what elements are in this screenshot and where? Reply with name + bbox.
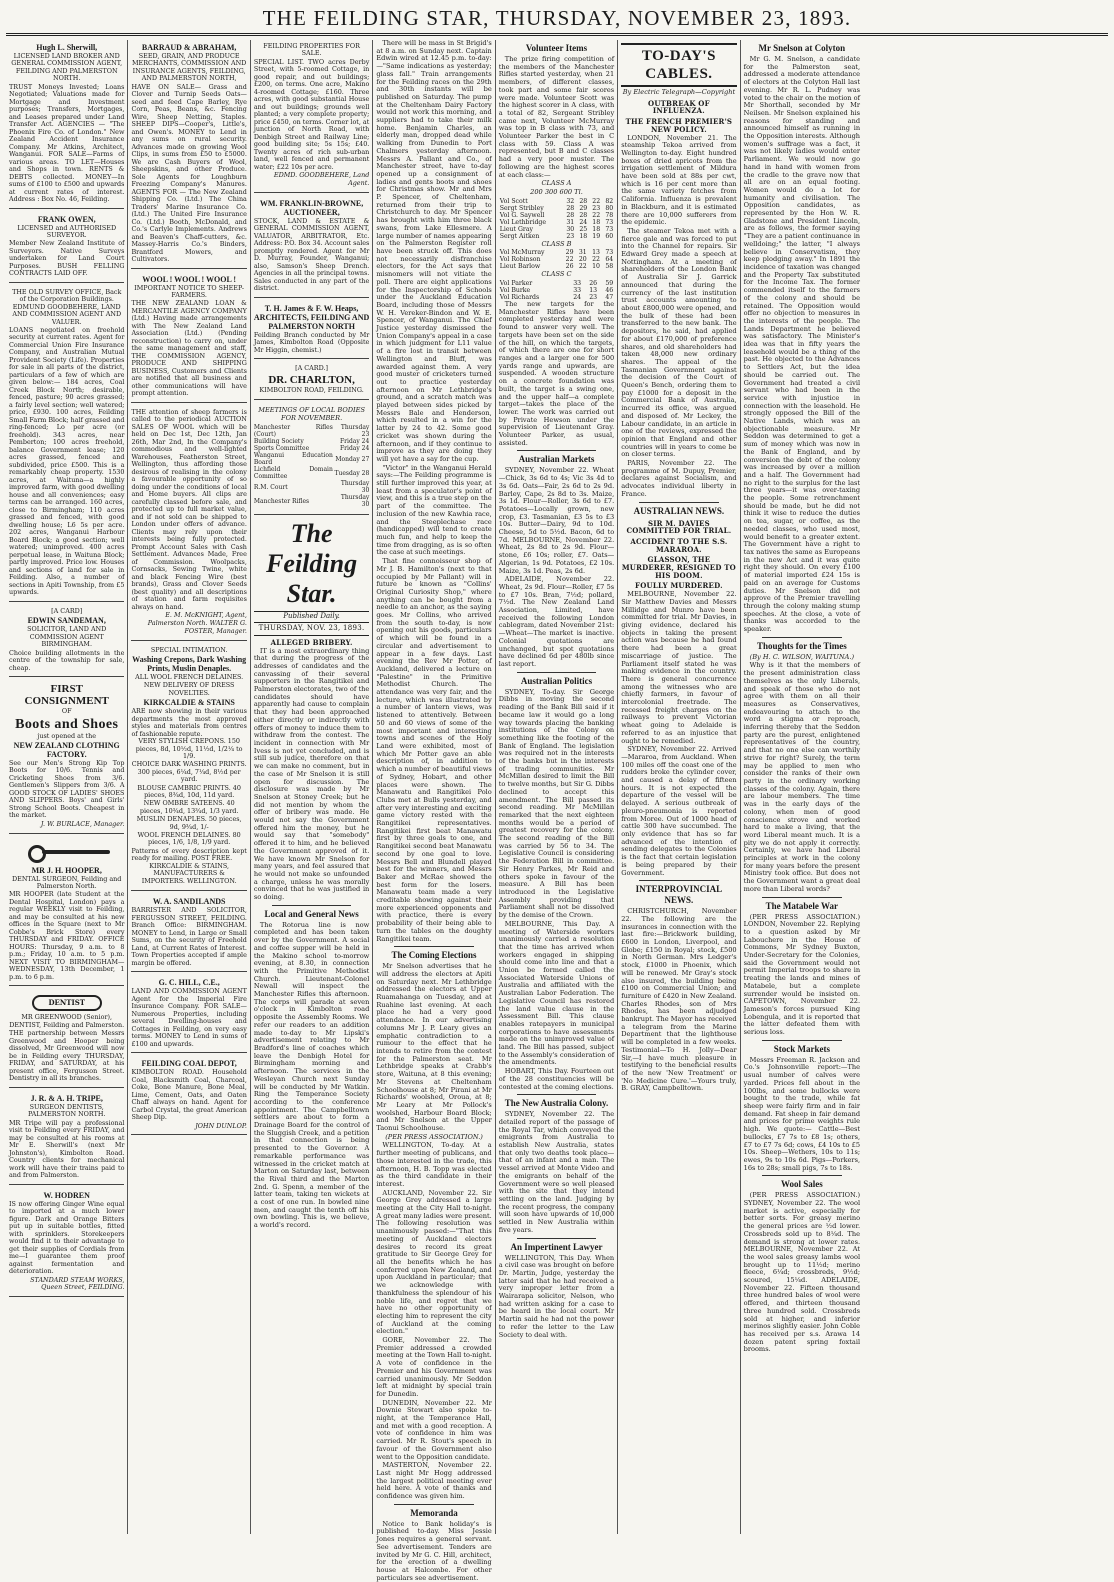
premier-heading: THE FRENCH PREMIER'S NEW POLICY. [625, 117, 733, 134]
tripe-ad [9, 1091, 124, 1185]
row-value: 28 [566, 204, 575, 212]
row-value: Friday 24 [340, 445, 370, 453]
row-value: 13 [592, 249, 600, 257]
politics-heading: Australian Politics [520, 675, 593, 686]
masthead-rule [6, 33, 1108, 36]
sandeman-ad [9, 605, 124, 677]
row-value: 80 [605, 204, 614, 212]
cables-heading: TO-DAY'S CABLES. [621, 43, 736, 87]
row-label: Vol Parker [499, 280, 533, 288]
meeting-row [254, 438, 369, 445]
kirkcaldie-body: ARE now showing in their various departments the most approved styles and materials from centres of fashionable repute. [131, 707, 247, 738]
owen-body: Member New Zealand Institute of Surveyors. Native Surveys undertaken for Land Court Purposes. BUSH FELLING CONTRACTS LAID OFF. [9, 239, 125, 278]
divider [762, 637, 842, 638]
hill-heading: G. C. HILL, C.E., [158, 978, 220, 988]
hobart-item: HOBART, This Day. Fourteen out of the 28 constituencies will be contested at the coming elections. [498, 1067, 615, 1091]
published-daily: Published Daily. [254, 611, 369, 623]
class-a-scores [499, 198, 614, 240]
score-row [499, 263, 614, 270]
score-row [499, 280, 614, 287]
row-value: 18 [579, 232, 588, 240]
snelson-heading: Mr Snelson at Colyton [758, 43, 846, 53]
australian-news-heading: AUSTRALIAN NEWS. [633, 505, 725, 516]
sateens-line: NEW OMBRE SATEENS. 40 pieces, 10¾d, 13¾d, 1/3 yard. [139, 799, 239, 815]
coal-signature: JOHN DUNLOP. [195, 1121, 247, 1130]
collins-item: That fine connoisseur shop of Mr J. B. Hamilton's (next to that occupied by Mr Pallant) will in future be known as "Collins' Original Curiosity Shop," where anything can be bought from a needle to an anchor, as the saying goes. Mr Collins, who arrived from the south to-day, is now opening out his goods, particulars of which will be found in a circular and advertisement to appear in a few days. Last evening the Rev Mr Potter, of Auckland, delivered a lecture on "Palestine" in the Primitive Methodist Church. The attendance was very fair, and the lecture, which was illustrated by a number of lantern views, was listened to attentively. Between 50 and 60 views of some of the most important and interesting towns and scenes of the Holy Land were exhibited, most of which Mr Potter gave an able description of, in addition to which a number of beautiful views of Sydney, Hobart, and other places were shown. The Manawatu and Rangitikei Polo Clubs met at Bulls yesterday, and after very interesting and exciting game victory rested with the Rangitikei representatives. Rangitikei first beat Manawatu first by three goals to one, and Rangitikei second beat Manawatu second by one goal to love. Messrs Bell and Blundell played best for the winners, and Messrs Baker and McRae showed the best form for the losers. Manawatu team made a very creditable showing against their more experienced opponents and with practice, there is every probability of their being able to turn the tables on the doughty Rangitikei team. [376, 557, 492, 943]
row-value: 82 [605, 197, 614, 205]
boots-body: See our Men's Strong Kip Top Boots for 10/6. Tennis and Cricketing Shoes from 3/6. Gentlemen's Slippers from 3/6. A GOOD STOCK OF LADIES' SHOES AND SLIPPERS. Boys' and Girls' Strong School Boots. Cheapest in the market. [9, 758, 125, 820]
meeting-row [254, 445, 369, 452]
row-label: Wanganui Education Board [253, 452, 333, 467]
row-label: Lieut Barlow [499, 263, 541, 271]
row-value: 73 [605, 218, 614, 226]
wellington-item: WELLINGTON, To-day. At a further meeting of publicans, and those interested in the trade, this afternoon, H. B. Topp was elected as the third candidate in their interest. [376, 1141, 492, 1188]
row-value: 58 [605, 263, 614, 271]
sherwill-subheading: LICENSED LAND BROKER AND GENERAL COMMISSION AGENT, FEILDING AND PALMERSTON NORTH. [11, 52, 123, 83]
newspaper-page [6, 39, 1108, 1582]
sandeman-body: Choice building allotments in the centre of the township for sale, cheap. [9, 648, 125, 672]
accident-heading: ACCIDENT TO THE S.S. MARAROA. [630, 536, 728, 554]
stock-heading: Stock Markets [773, 1043, 830, 1054]
row-value: 29 [565, 249, 574, 257]
bribery-heading: ALLEGED BRIBERY. [270, 637, 353, 647]
row-value: 22 [592, 211, 601, 219]
row-value: 31 [578, 249, 587, 257]
row-label: Vol Lethbridge [499, 218, 547, 226]
column-4 [373, 39, 495, 1582]
meeting-row [254, 494, 369, 508]
colony-heading: The New Australia Colony. [504, 1098, 609, 1109]
boots-factory: NEW ZEALAND CLOTHING FACTORY. [13, 740, 120, 759]
dunedin-item: DUNEDIN, November 22. Mr Downie Stewart also spoke to-night, at the Temperance Hall, and met with a good reception. A vote of confidence in him was carried. Mr R. Stout's speech in favour of the Government also went to the Opposition candidate. [376, 1398, 492, 1461]
barraud-ad [131, 40, 246, 269]
markets-heading: Australian Markets [518, 454, 595, 465]
murdered-heading: FOULLY MURDERED. [635, 581, 723, 591]
score-row [499, 233, 614, 240]
kirkcaldie-heading: KIRKCALDIE & STAINS [143, 698, 235, 708]
row-value: 47 [605, 294, 614, 302]
divider [639, 502, 718, 503]
local-news-body: The Rotorua line is now completed and has been taken over by the Government. A social and coffee supper will be held in the Makino school to-morrow evening, at 8.30, in connection with the Primitive Methodist Church. Lieutenant-Colonel Newall will inspect the Manchester Rifles this afternoon. The corps will parade at seven o'clock in Kimbolton road opposite the Assembly Rooms. We refer our readers to an addition made to-day to Mr Lipski's advertisement relating to Mr Bradford's line of coaches which leave the Denbigh Hotel for Birmingham morning and afternoon. The services in the Wesleyan Church next Sunday will be conducted by Mr Watkin. Ring the Temperance Society according to the conference appointment. The Campbelltown settlers are about to form a Drainage Board for the control of the Sluggish Creek, and a petition in that connection is being presented to the Governor. A remarkable performance was witnessed in the cricket match at Marton on Saturday last, between the Rival third and the Marton 2nd. G. Spenn, a member of the latter team, taking ten wickets at a cost of one run. In bowled nine men, and caught the tenth off his own bowling. This is, we believe, a world's record. [253, 920, 370, 1230]
goodbehere-ad [9, 286, 124, 602]
row-value: 31 [566, 218, 575, 226]
markets-body: SYDNEY, November 22. Wheat—Chick, 3s 6d to 4s; Vic 3s 4d to 3s 6d. Oats—Fair, 2s 6d to 2s 9d. Barley, Cape, 2s 8d to 3s. Maize, 3s 1d. Flour—Roller, 3s 6d to £7. Potatoes—Locally grown, new crop, £3. Tasmanian, £3 5s to £3 10s. Butter—Dairy, 9d to 10d. Cheese, 5d to 5½d. Bacon, 6d to 7d. MELBOURNE, November 22. Wheat, 2s 8d to 2s 9d. Flour—stone, £6 10s; roller, £7. Oats—Algerian, 1s 9d. Potatoes, £2 10s. Maize, 3s 1d. Peas, 2s 6d. [498, 466, 615, 575]
heaps-body: Feilding Branch conducted by Mr James, Kimbolton Road (Opposite Mr Higgin, chemist.) [253, 330, 370, 354]
coal-body: KIMBOLTON ROAD. Household Coal, Blacksmith Coal, Charcoal, Coke, Bone Manure, Bone Meal, Lime, Cement, Oats, and Oaten Chaff always on hand. Agent for Carbol Crystal, the great American Sheep Dip. [131, 1068, 247, 1122]
row-label: Sports Committee [253, 445, 310, 453]
row-value: 32 [566, 197, 575, 205]
row-value: 22 [592, 256, 600, 264]
row-value: 22 [565, 256, 574, 264]
row-value: 18 [592, 225, 601, 233]
sheep-farmers-ad [131, 406, 246, 641]
row-value: 30 [566, 225, 575, 233]
row-value: 18 [592, 218, 601, 226]
class-a-columns: 200 300 600 Tl. [530, 187, 583, 196]
row-label: Manchester Rifles (Court) [253, 424, 333, 439]
sandeman-subheading: SOLICITOR, LAND AND COMMISSION AGENT BIRMINGHAM. [27, 625, 107, 649]
muslin-line: MUSLIN DENAPLES. 50 pieces, 9d, 9¾d, 1/- [136, 815, 242, 831]
row-value: 28 [566, 211, 575, 219]
score-row [499, 212, 614, 219]
row-value: 64 [605, 256, 614, 264]
row-value: 46 [605, 287, 614, 295]
score-row [499, 219, 614, 226]
goodbehere-heading: THE OLD SURVEY OFFICE, Back of the Corporation Buildings. EDMUND GOODBEHERE, LAND AND COMMISSION AGENT AND VALUER. [12, 287, 122, 326]
row-value: 60 [605, 232, 614, 240]
row-label: Vol Richards [499, 294, 540, 302]
class-a-heading: CLASS A [541, 179, 572, 188]
row-value: Monday 27 [335, 455, 370, 463]
hooper-body: MR HOOPER (late Student at the Dental Hospital, London) pays a regular WEEKLY visit to Feilding, and may be consulted at his new offices in the Square (next to Mr Cobbe's Brick Store) every THURSDAY and FRIDAY. OFFICE HOURS: Thursday, 9 a.m. to 8 p.m.; Friday, 10 a.m. to 5 p.m. NEXT VISIT TO BIRMINGHAM— WEDNESDAY, 13th December, 1 p.m. to 6 p.m. [9, 890, 125, 981]
sydney-news: SYDNEY, November 22. Arrived—Mararoa, from Auckland. When 100 miles off the coast one of the rudders broke the cylinder cover, and caused a delay of fifteen hours. It is not expected the departure of the vessel will be delayed. A serious outbreak of pleuro-pneumonia is reported from Moree. Out of 1000 head of cattle 300 have succumbed. The only evidence that has so far advanced of the intention of sending delegates to the Colonies is the fact that certain legislation is being prepared by their Government. [621, 745, 737, 877]
column-1 [6, 40, 128, 1534]
volunteer-heading: Volunteer Items [525, 43, 588, 53]
column-2 [128, 40, 250, 1534]
row-label: Sergt Stribley [499, 204, 544, 212]
browne-ad [254, 196, 369, 298]
consignment-heading: FIRST CONSIGNMENT [24, 683, 109, 708]
column-7 [741, 40, 863, 1534]
charlton-heading: DR. CHARLTON, [268, 373, 355, 386]
row-value: 23 [592, 204, 601, 212]
interprovincial-heading: INTERPROVINCIAL NEWS. [635, 884, 723, 906]
row-label: Vol Robinson [499, 256, 541, 264]
lawyer-heading: An Impertinent Lawyer [510, 1241, 603, 1252]
hooper-ad [9, 837, 124, 987]
bribery-body: IT is a most extraordinary thing that during the progress of the addresses of candidates and the canvassing of their several supporters in the Rangitikei and Palmerston electorates, two of the candidates should have apparently had cause to complain that they had been approached either directly or indirectly with offers of money to induce them to withdraw from the contest. The incident in connection with Mr Ivess is not yet concluded, and is still sub judice, therefore on that we can make no comment, but in the case of Mr Snelson it is still open for discussion. The disclosure was made by Mr Snelson at Stoney Creek; but he did not mention by whom the offer of bribery was made. He would not say the Government offered him the money, but he would say that "somebody" offered it to him, and he believed the Government approved of it. We have known Mr Snelson for many years, and feel assured that he would not make so unfounded a charge, unless he was morally convinced that he was justified in so doing. [253, 646, 370, 902]
influenza-heading: OUTBREAK OF INFLUENZA. [648, 98, 710, 116]
class-b-heading: CLASS B [541, 239, 572, 248]
davies-heading: SIR M. DAVIES COMMITTED FOR TRIAL. [626, 518, 732, 536]
row-label: Vol Scott [499, 197, 528, 205]
greenwood-body: THE partnership between Messrs Greenwood and Hooper being dissolved, Mr Greenwood will now be in Feilding every THURSDAY, FRIDAY, and SATURDAY, at his present office, Fergusson Street. Dentistry in all its branches. [9, 1029, 125, 1083]
wool-sales-body: (PER PRESS ASSOCIATION.) SYDNEY, November 22. The wool market is active, especially for better sorts. For greasy merino the general prices are ½d lower. Crossbreds sold up to 8¼d. The demand is strong at lower rates. MELBOURNE, November 22. At the wool sales greasy lambs wool brought up to 11½d; merino fleece, 6¼d; crossbreds, 9½d; scoured, 15¼d. ADELAIDE, November 22. Fifteen thousand three hundred bales of wool were offered, and thirteen thousand three hundred sold. Crossbreds sold at higher, and inferior merinos slightly easier. John Coble has received per s.s. Arawa 14 dozen patent spring foxtail brooms. [743, 1191, 861, 1354]
divider [394, 946, 473, 947]
wool-notice-ad [131, 272, 246, 403]
meeting-row [254, 466, 369, 480]
sheep-body: THE attention of sheep farmers is called to the periodical AUCTION SALES OF WOOL which will be held on Dec 1st, Dec 12th, Jan 26th, Mar 2nd, In the Company's commodious and well-lighted Warehouses, Featherston Street, Wellington, thus affording those desirous of realising in the colony a favourable opportunity of so doing under the conditions of local and Home buyers. All clips are carefully classed before sale, and protected up to full market value, and if not sold can be shipped to London under offers of advance. Clients may rely upon their interests being fully protected. Prompt Account Sales with Cash Settlement. Advances Made, Free of Commission. Woolpacks, Cornsacks, Sewing Twine, white and black Fencing Wire (best brands), Grass and Clover Seeds (best quality) and all descriptions of station and farm requisites always on hand. [131, 407, 247, 611]
new-delivery-heading: NEW DELIVERY OF DRESS NOVELTIES. [143, 681, 235, 697]
wool-body: THE NEW ZEALAND LOAN & MERCANTILE AGENCY COMPANY (Ltd.) Having made arrangements with The New Zealand Land Association (Ltd.) (Pending reconstruction) to carry on, under the same management and staff, THE COMMISSION AGENCY, PRODUCE AND SHIPPING BUSINESS, Customers and Clients are notified that all business and other communications will have prompt attention. [131, 299, 247, 398]
london-cable-2: The steamer Tekoa met with a fierce gale and was forced to put into the Channel for repairs. Sir Edward Grey made a speech at Nottingham. At a meeting of shareholders of the London Bank of Australia Sir J. Garrick announced that during the currency of the last institution trust accounts amounting to about £800,000 were opened, and the bulk of these had been transferred to the new bank. The depositors, he said, had applied for about £170,000 of preference shares, and old shareholders had taken 48,000 new ordinary shares. The appeal of the Tasmanian Government against the decision of the Court of Queen's Bench, ordering them to pay £1000 for a deposit in the Commercial Bank of Australia, incurred its office, was argued and disposed of. Mr Leckey, the Labour candidate, in an article in one of the reviews, expressed the opinion that England and other countries will in years to come be on closer terms. [621, 226, 737, 459]
divider [762, 897, 842, 898]
stock-body: Messrs Freeman R. Jackson and Co.'s Johnsonville report:—The usual number of calves were yarded. Prices fell about in the 100lbs, and some bullocks were bought to the trade, while fat sheep were fairly firm and in fair demand. Fat sheep in fair demand and prices for prime weights rule high. We quote:— Cattle—Best bullocks, £7 7s to £8 1s; others, £7 to £7 7s 6d; cows, £4 10s to £5 10s. Sheep—Wethers, 10s to 11s; ewes, 9s to 10s 6d. Pigs—Porkers, 16s to 28s; small pigs, 7s to 18s. [743, 1055, 861, 1172]
row-value: 28 [579, 211, 588, 219]
divider [272, 905, 351, 906]
elections-body: Mr Snelson advertises that he will address the electors at Apiti on Saturday next. Mr Lethbridge addressed the electors at Upper Ruamahanga on Tuesday, and at Ruahine last evening. At each place he had a very good attendance. In our advertising columns Mr J. P. Leary gives an emphatic contradiction to a rumour to the effect that he intends to retire from the contest for the Palmerston seat. Mr Lethbridge speaks at Crabb's store, Waituna, at 8 this evening; Mr Stevens at Cheltenham Schoolhouse at 8; Mr Pirani at Mr Richards' woolshed, Oroua, at 8; Mr Leary at Mr Pollock's woolshed, Harbour Board Block; and Mr Snelson at the Upper Taonui Schoolhouse. [376, 962, 492, 1133]
row-value: 19 [592, 232, 601, 240]
sherwill-heading: Hugh L. Sherwill, [36, 43, 98, 52]
goodbehere-body: LOANS negotiated on freehold security at current rates. Agent for Commercial Union Fire Insurance Company, and Australian Mutual Provident Society (Life). Properties for sale in all parts of the district, particulars of a few of which are given below:— 184 acres, Coal Creek Block North; desirable, fenced, pasture; 90 acres grassed; a fairly level section; well watered; price, £930. 100 acres, Feilding Small Farm Block; half grassed and ring-fenced; Lo per acre (or freehold). 343 acres, near Pemberton; 100 acres freehold, balance Government lease; 120 acres grassed, fenced and subdivided, price £500. This is a remarkably cheap property. 1530 acres, at Waituna—a highly improved farm, with good dwelling house and all conveniences; easy terms can be arranged. 160 acres, close to Birmingham; 110 acres grassed and fenced, with good dwelling house; L6 5s per acre. 202 acres, Wanganui Harbour Board Block; a good section; well watered; unimproved. 400 acres perpetual lease, in Waituna Block; partly improved. Price low. Houses and sections of land for sale in Feilding. Also, a number of sections in Apiti Township, from £5 upwards. [9, 325, 125, 597]
row-value: 26 [565, 263, 574, 271]
divider [394, 1504, 473, 1505]
row-value: 78 [605, 211, 614, 219]
row-value: 73 [605, 249, 614, 257]
row-value: 22 [578, 263, 587, 271]
local-news-continued: There will be mass in St Brigid's at 8 a.m. on Sunday next. Captain Edwin wired at 12.45 p.m. to-day:—"Same indications as yesterday; glass fall." Train arrangements for the Feilding races on the 29th and 30th instants will be published on Saturday. The pump at the Cheltenham Dairy Factory would not work this morning, and suppliers had to take their milk home. Benjamin Charles, an elderly man, dropped dead while walking from Dunedin to Port Chalmers yesterday afternoon. Messrs A. Pallant and Co., of Manchester street, have to-day opened up a consignment of ladies and gents boots and shoes for Christmas show. Mr and Mrs P. Spencer, of Cheltenham, returned from their trip to Christchurch to day. Mr Spencer has brought with him three black swans, from Lake Ellesmere. A large number of names appearing on the Palmerston Register roll have been struck off. This does not necessarily disfranchise electors, for the Act says that misnomers will not vitiate the poll. There are eight applications for the Inspectorship of Schools under the Auckland Education Board, including those of Messrs W. H. Vereker-Bindon and W. E. Spencer, of Wanganui. The Chief Justice yesterday dismissed the Union Company's appeal in a case in which judgment for L11 value of a fire lost in transit between Wellington and Bluff, was awarded against them. A very good muster of cricketers turned out to practice yesterday afternoon on Mr Lethbridge's ground, and a scratch match was played between sides picked by Messrs Bale and Henderson, which resulted in a win for the latter by 24 to 42. Some good cricket was shown during the afternoon, and if they continue to improve as they are doing they will yet have a say for the cup. [376, 39, 492, 463]
volunteer-body: The prize firing competition of the members of the Manchester Rifles started yesterday, when 21 members, of different classes, took part and some fair scores were made. Volunteer Scott was the highest scorer in A class, with a total of 82, Sergeant Stribley came next, Volunteer McMurray was top in B class with 73, and Volunteer Parker the best in C class with 59. Class A was represented, but B and C classes had a very poor muster. The following are the highest scores at each class:— [498, 55, 615, 179]
charlton-ad [254, 362, 369, 400]
elections-heading: The Coming Elections [391, 950, 477, 961]
interprovincial-body: CHRISTCHURCH, November 22. The following are the insurances in connection with the last fire:—Brickwork building, £600 in London, Liverpool, and Globe; £150 in Royal; stock, £500 in North German. Mrs Ledger's stock, £1000 in Phoenix, which will be renewed. Mr Gray's stock also insured, the building being £100 on Commercial Union; and furniture of £420 in New Zealand. Charles Rhodes, son of Mrs Rhodes, has been adjudged bankrupt. The Mayor has received a telegram from the Marine Department that the lighthouse will be completed in a few weeks. Testimonial—To H. Jolly—Dear Sir,—I have much pleasure in testifying to the beneficial results of the new 'New Treatment' or 'No Medicine Cure.'—Yours truly, B. GRAY, Campbelltown. [621, 907, 737, 1093]
row-value: 29 [579, 204, 588, 212]
hooper-subheading: DENTAL SURGEON, Feilding and Palmerston North. [12, 874, 122, 891]
row-value: Friday 24 [340, 438, 370, 446]
greenwood-heading: MR GREENWOOD (Senior), DENTIST, Feilding and Palmerston. [9, 1013, 125, 1029]
meetings-table [254, 403, 369, 515]
row-value: 23 [589, 294, 598, 302]
row-label: Vol G. Saywell [499, 211, 545, 219]
meetings-list [254, 424, 369, 508]
wool-heading: WOOL ! WOOL ! WOOL ! [142, 274, 237, 284]
sandeman-tag: [A CARD] [51, 606, 83, 615]
row-value: 23 [566, 232, 575, 240]
barraud-body: HAVE ON SALE— Grass and Clover and Turnip Seeds Oats—seed and feed Cape Barley, Rye Corn, Peas, Beans, &c. Fencing Wire, Sheep Netting, Staples. SHEEP DIPS—Cooper's, Little's, and Owen's. MONEY to Lend in any sums on rural security. Advances made on growing Wool Clips, in sums from £50 to £5000. We are Cash Buyers of Wool, Sheepskins, and other Produce. Sole Agents for Loughburn Freezing Company's Manures. AGENTS FOR — The New Zealand Shipping Co. (Ltd.) The China Traders' Marine Insurance Co. (Ltd.) The United Fire Insurance Co. (Ltd.) Booth, McDonald, and Co.'s Carlyle Implements. Andrews and Beaven's Chaff-cutters, &c. Massey-Harris Co.'s Binders, Brantford Mowers, and Cultivators. [131, 82, 247, 264]
row-value: 22 [592, 197, 601, 205]
row-label: Vol Burke [499, 287, 531, 295]
kirkcaldie-ad [131, 644, 246, 892]
wool-sales-heading: Wool Sales [780, 1179, 823, 1190]
issue-date: THURSDAY, NOV. 23, 1893. [254, 625, 369, 636]
melbourne-politics: MELBOURNE, This Day. A meeting of Waterside workers unanimously carried a resolution that the time has arrived when workers engaged in shipping should come into line and that a Union be formed called the Associated Waterside Unions of Australia and affiliated with the Australian Labor Federation. The Legislative Council has restored the land value clause in the Assessment Bill. This clause enables ratepayers in municipal corporations to have assessments made on the unimproved value of land. The Bill has passed, subject to the Assembly's consideration of the amendments. [498, 919, 615, 1067]
meeting-row [254, 424, 369, 438]
snelson-body: Mr G. M. Snelson, a candidate for the Palmerston seat, addressed a moderate attendance of electors at the Colyton Hall last evening. Mr R. L. Pudney was voted to the chair on the motion of Mr Shorthall, seconded by Mr Neilsen. Mr Snelson explained his reasons for standing and announced himself as running in the Opposition interests. Although women's suffrage was a fact, it was not likely ladies would enter Parliament. We would now go hand in hand with women from the cradle to the grave now that all are on an equal footing. Women would do a lot for humanity and civilisation. The Opposition candidates, as represented by the Hon W. R. Gladstone and President Lincoln, are as follows, the former saying "They are a patient continuance in welldoing;" the latter, "I always believe in Conservatism, they keep plodging away." In 1891 the incidence of taxation was changed and the Property Tax substituted for the Income Tax. The former commended itself to the farmers of the colony and should be retained. The Opposition would offer no objection to measures in the interests of the people. The Lands Department he believed was satisfactory. The Minister's idea was that in fifty years the leasehold would be a thing of the past. He objected to the Advances to Settlers Act, but the idea should be carried out. The Government had treated a civil servant who had been in the service with injustice in connection with the leasehold. He strongly opposed the Bill of the Native Lands, which was an objectionable measure. Mr Seddon was determined to get a sum of money which was now in the Bank of England, and by conversion the debt of the colony was increased by over a million and a half. The Government had no right to the surplus for the last three years—it was over-taxing the people. Some retrenchment should be made, but he did not think it wise to reduce the duties on tea, sugar, or coffee, as the needed classes, who used most, would benefit to a greater extent. The Government have a right to tax natives the same as Europeans in the new Act and it was quite right they should. On every £100 of material imported £24 15s is paid on an average for Customs duties. Mr Snelson did not approve of the Premier travelling through the colony making stump speeches. At the close, a vote of thanks was accorded to the speaker. [743, 55, 861, 634]
row-value: 13 [589, 287, 598, 295]
row-value: Thursday 30 [340, 480, 370, 495]
class-c-heading: CLASS C [541, 270, 572, 279]
hodren-signature: STANDARD STEAM WORKS, Queen Street, FEILDING. [30, 1275, 125, 1292]
row-value: 24 [573, 294, 582, 302]
row-value: 20 [578, 256, 587, 264]
sandilands-body: BARRISTER AND SOLICITOR, FERGUSSON STREET, FEILDING. Branch Office: BIRMINGHAM. MONEY to Lend, in Large or Small Sums, on the security of Freehold Land, at Current Rates of Interest. Town Properties accepted if ample margin be offered. [131, 906, 247, 967]
boots-signature: J. W. BURLACE, Manager. [40, 819, 125, 828]
class-c-scores [499, 280, 614, 301]
special-intimation: SPECIAL INTIMATION. [150, 645, 228, 654]
row-value: Thursday 30 [340, 494, 370, 509]
tripe-heading: J. R. & A. H. TRIPE, [30, 1093, 103, 1103]
row-label: Sergt Aitken [499, 232, 540, 240]
gun-illustration [22, 843, 112, 863]
score-row [499, 226, 614, 233]
thoughts-heading: Thoughts for the Times [756, 640, 847, 651]
row-value: Thursday 23 [340, 424, 370, 439]
sherwill-ad [9, 40, 124, 209]
victor-item: "Victor" in the Wanganui Herald says:—The Feilding programme is still further improved this year, at least from a speculator's point of view, and this is a true step on the part of the committee. The inclusion of the new Kawhia race, and the Steeplechase race (handicapped) will tend to create much fun, and help to keep the time from dragging, as is so often the case at such meetings. [376, 463, 492, 557]
row-label: Vol McMurray [499, 249, 545, 257]
row-value: 33 [573, 287, 582, 295]
cables-subheading: By Electric Telegraph—Copyright [622, 88, 736, 96]
row-value: 10 [592, 263, 600, 271]
row-value: 25 [579, 225, 588, 233]
boots-subheading: just opened at the [37, 731, 97, 740]
volunteer-targets: The new targets for the Manchester Rifles have been completed yesterday and were found to answer very well. The targets have been set on the side of the hill, on which the targets, of which there are one for short ranges and a larger one for 500 yards range and upwards, are suspended. A wooden structure on a concrete foundation was built, the target is a swing one, and the upper half—a complete target—takes the place of the lower. The work was carried out by Private Hewson under the supervision of Lieutenant Gray. Volunteer Parker, as usual, assisted. [498, 300, 615, 447]
crepons-line: VERY STYLISH CREPONS. 150 pieces, 8d, 10½d, 11½d, 1/2¼ to 1/9. [135, 737, 243, 760]
sandeman-heading: EDWIN SANDEMAN, [27, 616, 106, 626]
owen-ad [9, 212, 124, 283]
feilding-star-flag: The Feilding Star. [266, 519, 358, 609]
matabele-body: (PER PRESS ASSOCIATION.) LONDON, November 22. Replying to a question asked by Mr Labouchere in the House of Commons, Mr Sydney Buxton, Under-Secretary for the Colonies, said the Government would not permit Imperial troops to share in treating the lands and mines of Matabele, but a complete surrender would be insisted on. CAPETOWN, November 22. Jameson's forces pursued King Lobengula, and it is reported that the latter defeated them with serious loss. [743, 912, 861, 1037]
score-row [499, 287, 614, 294]
divider [762, 1175, 842, 1176]
hill-ad [131, 975, 246, 1053]
tripe-body: MR Tripe will pay a professional visit to Feilding every FRIDAY, and may be consulted at his rooms at Mr E. Sherwill's (next Mr Johnston's), Kimbolton Road. Country clients for mechanical work will have their trains paid to and from Palmerston. [9, 1118, 125, 1180]
row-value: 24 [579, 218, 588, 226]
row-value: 73 [605, 225, 614, 233]
delaines-line: WOOL FRENCH DELAINES. 80 pieces, 1/6, 1/8, 1/9 yard. [137, 831, 241, 847]
properties-ad [254, 40, 369, 193]
boots-heading: Boots and Shoes [15, 716, 119, 732]
heaps-heading: T. H. James & F. W. Heaps, ARCHITECTS, FEILDING AND PALMERSTON NORTH [253, 303, 370, 331]
meeting-row [254, 452, 369, 466]
score-row [499, 198, 614, 205]
auckland-item: AUCKLAND, November 22. Sir George Grey addressed a large meeting at the City Hall to-night. A great many ladies were present. The following resolution was unanimously passed:—"That this meeting of Auckland electors desires to record its great gratitude to Sir George Grey for all the benefits which he has conferred upon New Zealand, and upon Auckland in particular; that we acknowledge with thankfulness the splendour of his noble life, and regret that we have no other opportunity of electing him to represent the city of Auckland at the coming election." [376, 1188, 492, 1336]
barraud-heading: BARRAUD & ABRAHAM, [141, 43, 237, 52]
newspaper-title: THE FEILDING STAR, THURSDAY, NOVEMBER 23, 1893. [262, 6, 852, 30]
divider [517, 450, 596, 451]
press-association-tag: (PER PRESS ASSOCIATION.) [385, 1132, 483, 1141]
properties-heading: FEILDING PROPERTIES FOR SALE. [263, 42, 360, 58]
row-value: 59 [605, 280, 614, 288]
london-cable: LONDON, November 21. The steamship Tekoa arrived from Wellington to-day. Eight hundred boxes of dried apricots from the irrigation settlement of Mildura have been sold at 88s per cwt, which is 16 per cent more than the same variety fetches from California. Influenza is prevalent in Blackburn, and it is estimated there are 10,000 sufferers from the epidemic. [621, 133, 737, 227]
lawyer-body: WELLINGTON, This Day. When a civil case was brought on before Dr. Martin, Judge, yesterday the latter said that he had received a very improper letter from a Wairarapa solicitor, Nelson, who had written asking for a case to be heard in the local court. Mr Martin said he had not the power to refer the letter to the Law Society to deal with. [498, 1253, 615, 1339]
column-6 [618, 40, 740, 1534]
memoranda-body: Notice to Bank holiday's is published to-day. Miss Jessie Jones requires a general servant. See advertisement. Tenders are invited by Mr G. C. Hill, architect, for the erection of a dwelling house at Halcombe. For other particulars see advertisement. [376, 1519, 492, 1582]
heaps-ad [254, 301, 369, 360]
all-wool-heading: ALL WOOL FRENCH DELAINES. [135, 672, 244, 681]
paris-cable: PARIS, November 22. The programme of M. Dupuy, Premier, declares against Socialism, and advocates individual liberty in France. [621, 459, 737, 498]
cambric-line: BLOUSE CAMBRIC PRINTS. 40 pieces, 8¾d, 10d, 11d yard. [137, 783, 241, 800]
gore-item: GORE, November 22. The Premier addressed a crowded meeting at the Town Hall to-night. A vote of confidence in the Premier and his Government was carried unanimously. Mr Seddon left at midnight by special train for Dunedin. [376, 1336, 492, 1398]
row-label: R.M. Court [253, 483, 288, 491]
tripe-subheading: SURGEON DENTISTS, PALMERSTON NORTH. [27, 1102, 106, 1119]
consignment-of: OF [61, 707, 72, 716]
column-5 [496, 40, 618, 1534]
sandilands-ad [131, 894, 246, 972]
dentist-badge-icon: DENTIST [32, 995, 102, 1011]
thoughts-byline: (By H. C. WILSON, WAITUNA.) [749, 652, 855, 661]
owen-subheading: LICENSED and AUTHORISED SURVEYOR. [17, 223, 117, 240]
properties-signature: EDMD. GOODBEHERE, Land Agent. [273, 171, 370, 188]
row-value: Tuesday 28 [334, 469, 370, 477]
score-row [499, 205, 614, 212]
masthead [0, 6, 1114, 36]
owen-heading: FRANK OWEN, [37, 214, 96, 224]
row-value: 26 [589, 280, 598, 288]
charlton-body: KIMBOLTON ROAD, FEILDING. [259, 385, 364, 394]
row-label: Manchester Rifles [253, 497, 310, 505]
browne-heading: WM. FRANKLIN-BROWNE, AUCTIONEER, [259, 198, 364, 217]
adelaide-markets: ADELAIDE, November 22. Wheat, 2s 9d. Flour—Roller, £7 5s to £7 10s. Bran, 7½d; pollard, 7½d. The New Zealand Land Association, Limited, have received the following London cablegram, dated November 21st:—Wheat—The market is inactive. Colonial quotations are unchanged, but spot quotations have declined 6d per 480lb since last report. [498, 575, 615, 668]
meeting-row [254, 480, 369, 494]
score-row [499, 256, 614, 263]
row-label: Building Society [253, 438, 304, 446]
hodren-body: IS now offering Ginger Wine equal to imported at a much lower figure. Dark and Orange Bitters put up in suitable bottles, fitted with sprinklers. Storekeepers would find it to their advantage to get their supplies of Cordials from me—I guarantee them proof against fermentation and deterioration. [9, 1199, 125, 1276]
patterns-line: Patterns of every description kept ready for mailing. POST FREE. [131, 846, 247, 863]
matabele-heading: The Matabele War [765, 900, 838, 911]
coal-ad [131, 1056, 246, 1135]
greenwood-ad [9, 989, 124, 1087]
boots-ad [9, 680, 124, 834]
row-label: Lieut Gray [499, 225, 534, 233]
divider [639, 880, 718, 881]
column-3 [251, 40, 373, 1534]
sandilands-heading: W. A. SANDILANDS [152, 897, 226, 907]
meetings-heading: MEETINGS OF LOCAL BODIES FOR NOVEMBER. [258, 406, 365, 422]
browne-body: STOCK, LAND & ESTATE & GENERAL COMMISSION AGENT, VALUATOR, ARBITRATOR, Etc. Address: P.O. Box 34. Account sales promptly rendered. Agent for Mr D. Murray, Founder, Wanganui; also, Samson's Sheep Drench. Agencies in all the principal towns. Sales conducted in any part of the district. [253, 216, 370, 293]
memoranda-heading: Memoranda [410, 1507, 458, 1518]
kirkcaldie-signature: KIRKCALDIE & STAINS, MANUFACTURERS & IMPORTERS. WELLINGTON. [141, 861, 237, 885]
charlton-tag: [A CARD.] [295, 364, 329, 373]
hodren-heading: W. HODREN [43, 1190, 90, 1200]
politics-body: SYDNEY, To-day. Sir George Dibbs in moving the second reading of the Bank Bill said if it became law it would go a long way towards placing the banking institutions of the Colony on something like the footing of the Bank of England. The legislation was required not in the interests of the banks but in the interests of trading communities. Mr McMillan desired to limit the Bill to twelve months, but Sir G. Dibbs declined to accept this amendment. The Bill passed its second reading. Mr McMillan remarked that the next eighteen months would be a period of greatest recovery for the colony. The second reading of the Bill was carried by 56 to 34. The Legislative Council is considering the Federation Bill in committee. Sir Henry Parkes, Mr Reid and others spoke in favour of the measure. A Bill has been introduced in the Legislative Assembly providing that Parliament shall not be dissolved by the demise of the Crown. [498, 687, 615, 920]
row-value: 28 [579, 197, 588, 205]
colony-body: SYDNEY, November 22. The detailed report of the passage of the Royal Tar, which conveyed the emigrants from Australia to establish New Australia, states that only two deaths took place—that of an infant and a man. The vessel arrived at Monte Video and the emigrants on behalf of the Government were so well pleased with the site that they intend settling on the land. Judging by the recent progress, the company will soon have upwards of 10,000 settled in New Australia within five years. [498, 1110, 615, 1234]
sherwill-body: TRUST Moneys Invested; Loans Negotiated; Valuations made for Mortgage and Investment purposes; Transfers, Mortgages, and Leases prepared under Land Transfer Act. AGENCIES — "The Phoenix Fire Co. of London." New Zealand Accident Insurance Company. Mr Atkins, Architect, Wanganui. FOR SALE—Farms of various areas. TO LET—Houses and Shops in town. RENTS & DEBTS collected. MONEY—In sums of £100 to £500 and upwards at current rates of interest. Address : Box No. 46, Feilding. [9, 82, 125, 204]
class-b-scores [499, 249, 614, 270]
hodren-ad [9, 1188, 124, 1297]
hill-body: LAND AND COMMISSION AGENT Agent for the Imperial Fire Insurance Company. FOR SALE—Numerous Properties, including several Dwelling-houses and Cottages in Feilding, on very easy terms. MONEY to Lend in sums of £100 and upwards. [131, 987, 247, 1048]
melbourne-news: MELBOURNE, November 22. Sir Matthew Davies and Messrs Millidge and Munro have been committed for trial. Mr Davies, in giving evidence, declared his objects in taking the present action was because he had found there had been a great miscarriage of justice. The Parliament itself stated he was making evidence in the country. There is general concurrence among the witnesses who are chiefly farmers, in favour of intercolonial freetrade. The recessed freight charges on the railways to prevent Victorian wheat going to Adelaide is referred to as an injustice that ought to be remedied. [621, 590, 737, 745]
row-value: 33 [573, 280, 582, 288]
divider [762, 1040, 842, 1041]
washing-heading: Washing Crepons, Dark Washing Prints, Muslin Denaples. [132, 654, 247, 673]
masterton-item: MASTERTON, November 22. Last night Mr Hogg addressed the largest political meeting ever held here. A vote of thanks and confidence was given him. [376, 1461, 492, 1501]
coal-heading: FEILDING COAL DEPOT, [141, 1059, 237, 1069]
score-row [499, 249, 614, 256]
hooper-heading: MR J. H. HOOPER, [31, 865, 102, 875]
wool-subheading: IMPORTANT NOTICE TO SHEEP-FARMERS. [134, 283, 245, 300]
divider [517, 1094, 596, 1095]
glasson-heading: GLASSON, THE MURDERER, RESIGNED TO HIS DOOM. [621, 555, 736, 580]
sheep-signature: E. M. McKNIGHT, Agent, Palmerston North. WALTER G. FOSTER, Manager. [147, 611, 247, 635]
local-news-heading: Local and General News [264, 908, 359, 919]
divider [517, 1238, 596, 1239]
properties-body: SPECIAL LIST. TWO acres Derby Street, with 5-roomed Cottage, in good repair, and out buildings; £200, on terms. One acre, Makino 4-roomed Cottage; £160. Three acres, with good substantial House and out buildings; grounds well planted; a very complete property; price £450, on terms. Corner lot, at junction of North Road, with Denbigh Street and Railway Line; good building site; 5s 15s; £40. Twenty acres of rich sub-urban land, well fenced and permanent water; £22 10s per acre. [253, 57, 370, 171]
row-label: Lichfield Domain Committee [253, 466, 333, 481]
thoughts-body: Why is it that the members of the present administration class themselves as the only Liberals, and speak of those who do not agree with them on all their measures as Conservatives, endeavouring to attach to the word a stigma or reproach, inferring thereby that the Seddon party are the purest, enlightened representatives of the country, and that no one else can worthily strive for right? Surely, the term may be applied to men who consider the ranks of their own party in the ordinary working classes of the colony. Again, there are labour members. The time was in the early days of the colony, when men of good conscience strove and worked hard to make a living, that the word Liberal meant much. It is a pity we do not apply it correctly. Certainly, we have had Liberal principles at work in the colony for many years before the present Ministry took office. But does not the Government want a great deal more than Liberal words? [743, 661, 861, 893]
barraud-subheading: SEED, GRAIN, AND PRODUCE MERCHANTS, COMMISSION AND INSURANCE AGENTS, FEILDING, AND PALMERSTON NORTH, [132, 52, 247, 83]
divider [517, 672, 596, 673]
prints-line: CHOICE DARK WASHING PRINTS. 300 pieces, 6¼d, 7¼d, 8½d per yard. [131, 760, 247, 784]
